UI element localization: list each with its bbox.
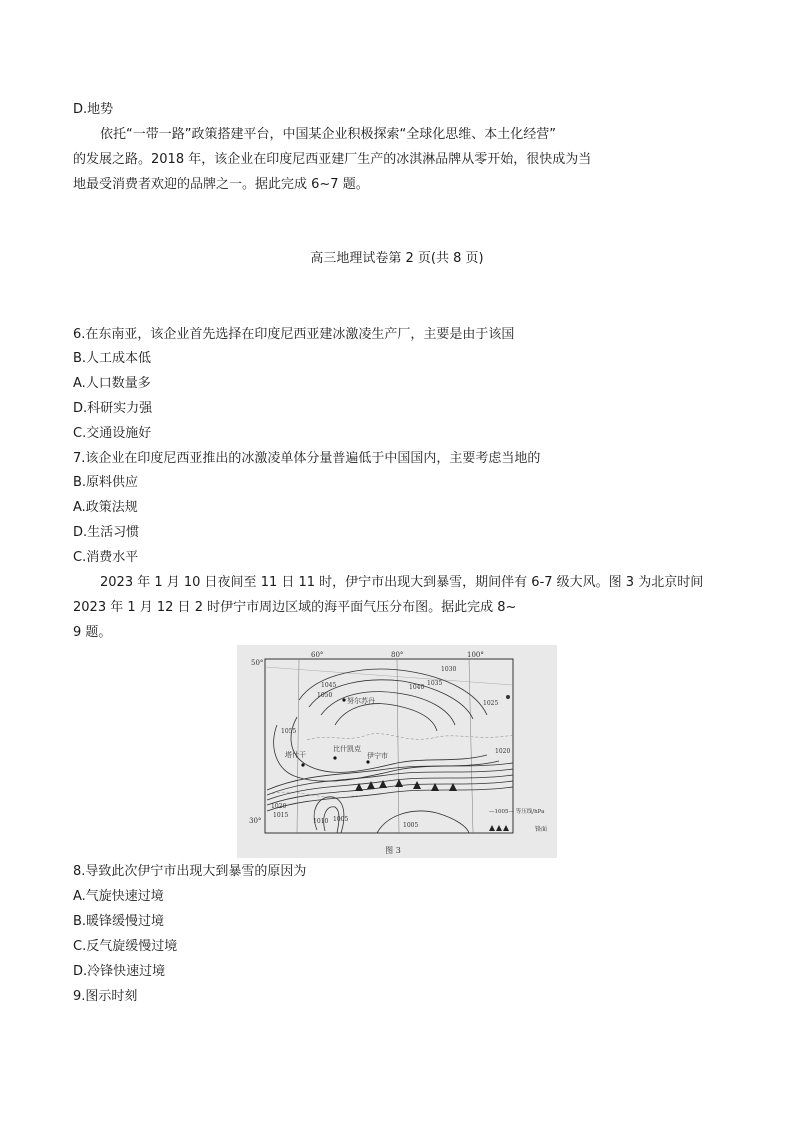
q8-stem: 8.导致此次伊宁市出现大到暴雪的原因为 (73, 864, 307, 879)
isobar-label: 1005 (333, 816, 349, 823)
q7-stem: 7.该企业在印度尼西亚推出的冰激凌单体分量普遍低于中国国内，主要考虑当地的 (73, 451, 541, 466)
isobar-label: 1010 (313, 818, 329, 825)
passage2-line-2: 2023 年 1 月 12 日 2 时伊宁市周边区域的海平面气压分布图。据此完成 8~ (73, 600, 517, 615)
q7-option: B.原料供应 (73, 475, 139, 490)
q6-option: B.人工成本低 (73, 351, 152, 366)
isobar-label: 1030 (441, 666, 457, 673)
isobar-label: 1035 (427, 680, 443, 687)
q6-option: D.科研实力强 (73, 401, 153, 416)
q6-option: C.交通设施好 (73, 426, 152, 441)
page-footer: 高三地理试卷第 2 页(共 8 页) (310, 251, 484, 266)
legend-isobar: —1005— 等压线/hPa (489, 809, 545, 815)
isobar-label: 1005 (403, 822, 419, 829)
lon-label: 60° (311, 651, 324, 659)
place-label: 努尔苏丹 (347, 697, 375, 705)
q9-stem: 9.图示时刻 (73, 989, 138, 1004)
q7-option: D.生活习惯 (73, 525, 140, 540)
isobar-label: 1050 (317, 692, 333, 699)
figure-caption: 图 3 (385, 846, 401, 855)
stray-dot (506, 695, 510, 699)
q8-option: D.冷锋快速过境 (73, 964, 166, 979)
place-label: 塔什干 (285, 751, 306, 759)
lon-label: 80° (391, 651, 404, 659)
passage2-line-1: 2023 年 1 月 10 日夜间至 11 日 11 时，伊宁市出现大到暴雪，期间伴有 6-7 级大风。图 3 为北京时间 (100, 575, 704, 590)
q8-option: A.气旋快速过境 (73, 889, 164, 904)
place-label: 比什凯克 (333, 745, 361, 753)
q8-option: C.反气旋缓慢过境 (73, 939, 178, 954)
lat-label: 30° (249, 817, 262, 825)
isobar-label: 1020 (495, 748, 511, 755)
q7-option: A.政策法规 (73, 500, 138, 515)
legend-front: 锋面 (535, 826, 548, 833)
isobar-label: 1015 (273, 812, 289, 819)
q6-stem: 6.在东南亚，该企业首先选择在印度尼西亚建冰激凌生产厂，主要是由于该国 (73, 327, 515, 342)
lat-label: 50° (251, 659, 264, 667)
q8-option: B.暖锋缓慢过境 (73, 914, 165, 929)
isobar-label: 1045 (321, 682, 337, 689)
lon-label: 100° (467, 651, 484, 659)
isobar-label: 1020 (271, 803, 287, 810)
intro-line-1: 依托“一带一路”政策搭建平台，中国某企业积极探索“全球化思维、本土化经营” (100, 127, 556, 142)
passage2-line-3: 9 题。 (73, 625, 112, 640)
place-label: 伊宁市 (367, 752, 388, 760)
intro-line-2: 的发展之路。2018 年，该企业在印度尼西亚建厂生产的冰淇淋品牌从零开始，很快成为当 (73, 152, 592, 167)
option-d-terrain: D.地势 (73, 102, 114, 117)
pressure-map-figure (237, 645, 557, 858)
intro-line-3: 地最受消费者欢迎的品牌之一。据此完成 6~7 题。 (73, 177, 369, 192)
q7-option: C.消费水平 (73, 550, 139, 565)
isobar-label: 1040 (409, 684, 425, 691)
isobar-label: 1025 (483, 700, 499, 707)
isobar-label: 1055 (281, 728, 297, 735)
q6-option: A.人口数量多 (73, 376, 151, 391)
